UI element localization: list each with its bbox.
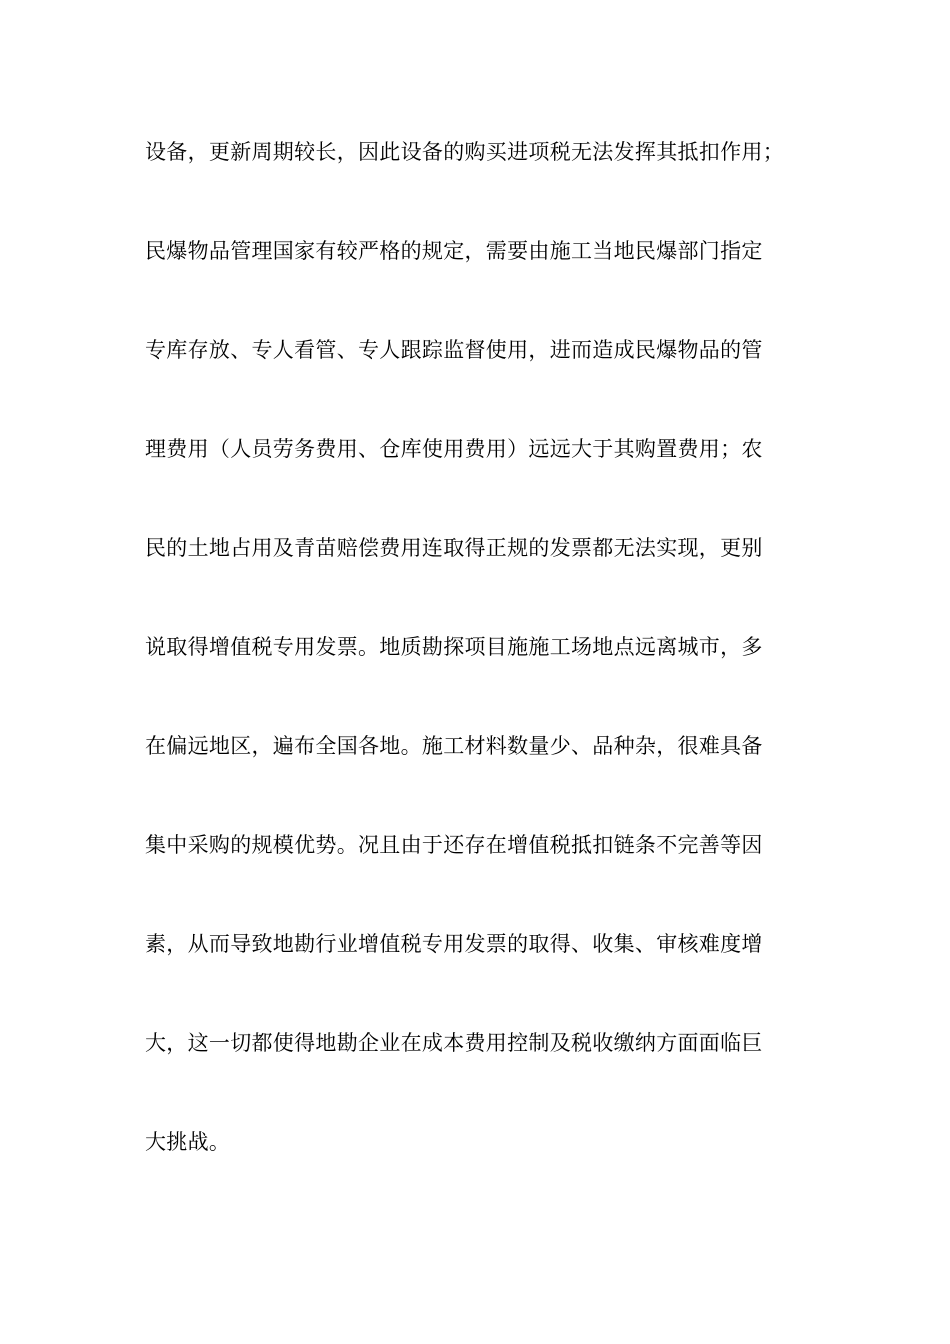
text-line: 专库存放、专人看管、专人跟踪监督使用，进而造成民爆物品的管 [145,338,763,362]
text-line: 民的土地占用及青苗赔偿费用连取得正规的发票都无法实现，更别 [145,536,763,560]
text-line: 集中采购的规模优势。况且由于还存在增值税抵扣链条不完善等因 [145,833,763,857]
text-line: 素，从而导致地勘行业增值税专用发票的取得、收集、审核难度增 [145,932,763,956]
text-line: 民爆物品管理国家有较严格的规定，需要由施工当地民爆部门指定 [145,239,763,263]
text-line: 理费用（人员劳务费用、仓库使用费用）远远大于其购置费用；农 [145,437,763,461]
text-line: 大挑战。 [145,1130,231,1154]
body-paragraph [145,126,815,1215]
text-line: 大，这一切都使得地勘企业在成本费用控制及税收缴纳方面面临巨 [145,1031,763,1055]
text-line: 在偏远地区，遍布全国各地。施工材料数量少、品种杂，很难具备 [145,734,763,758]
text-line: 设备，更新周期较长，因此设备的购买进项税无法发挥其抵扣作用； [145,140,784,164]
text-line: 说取得增值税专用发票。地质勘探项目施施工场地点远离城市，多 [145,635,763,659]
